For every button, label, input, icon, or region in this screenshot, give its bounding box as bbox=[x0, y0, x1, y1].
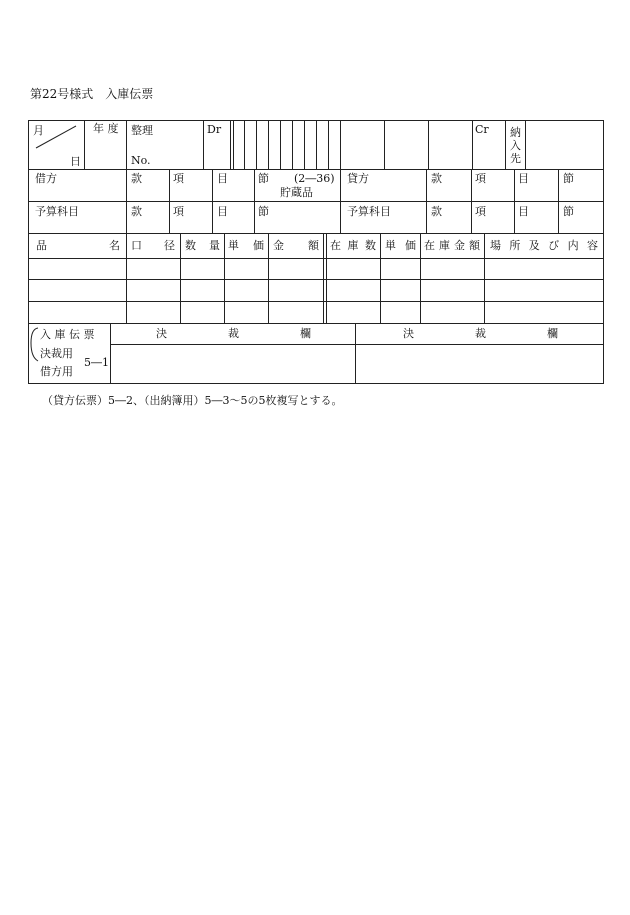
hinmei-2: 名 bbox=[109, 239, 120, 252]
setsu-label: 節 bbox=[258, 172, 269, 185]
basho-header bbox=[490, 240, 598, 251]
v-r1-o bbox=[384, 120, 385, 169]
rule-header bbox=[28, 258, 604, 259]
kessai-right-2: 裁 bbox=[475, 327, 486, 340]
moku4-label: 目 bbox=[518, 205, 529, 218]
basho-6: 容 bbox=[586, 239, 598, 252]
v-r1-r bbox=[505, 120, 506, 169]
code-label: 5―1 bbox=[84, 356, 109, 369]
v-b-b bbox=[355, 323, 356, 384]
kessai-ran-right bbox=[403, 328, 558, 339]
v-t-b bbox=[180, 233, 181, 323]
nounyusaki-2: 入 bbox=[510, 139, 521, 152]
v-r1-g bbox=[256, 120, 257, 169]
moku2-label: 目 bbox=[518, 172, 529, 185]
kessai-right-3: 欄 bbox=[547, 327, 558, 340]
zaiko-kingaku-header bbox=[424, 240, 480, 251]
nendo-label: 年 度 bbox=[93, 122, 119, 135]
v-r1-b bbox=[126, 120, 127, 169]
v-r2-a bbox=[126, 169, 127, 233]
v-b-a bbox=[110, 323, 111, 384]
v-r1-e bbox=[233, 120, 234, 169]
zaiko-kingaku-2: 庫 bbox=[439, 239, 450, 252]
basho-3: 及 bbox=[528, 239, 540, 252]
v-t-f bbox=[326, 233, 327, 323]
tanka2-header bbox=[385, 240, 416, 251]
v-r1-q bbox=[472, 120, 473, 169]
rule-row1 bbox=[28, 169, 604, 170]
v-r1-n bbox=[340, 120, 341, 169]
zaiko-suu-3: 数 bbox=[365, 239, 376, 252]
v-r1-i bbox=[280, 120, 281, 169]
v-r1-k bbox=[304, 120, 305, 169]
v-r1-h bbox=[268, 120, 269, 169]
moku-label: 目 bbox=[217, 172, 228, 185]
v-r1-d bbox=[230, 120, 231, 169]
kan4-label: 款 bbox=[431, 205, 442, 218]
rule-line1 bbox=[28, 279, 604, 280]
koukei-2: 径 bbox=[164, 239, 175, 252]
kessai-right-1: 決 bbox=[403, 327, 414, 340]
nounyusaki-3: 先 bbox=[510, 152, 521, 165]
v-r1-l bbox=[316, 120, 317, 169]
no-label: No. bbox=[131, 154, 151, 167]
footnote: （貸方伝票）5―2、（出納簿用）5―3～5の5枚複写とする。 bbox=[42, 394, 343, 407]
zaiko-suu-1: 在 bbox=[330, 239, 341, 252]
kan-label: 款 bbox=[131, 172, 142, 185]
v-r2-f bbox=[426, 169, 427, 233]
v-r1-f bbox=[244, 120, 245, 169]
kessai-you-label: 決裁用 bbox=[40, 347, 73, 360]
rule-row2 bbox=[28, 201, 604, 202]
kingaku-2: 額 bbox=[308, 239, 319, 252]
kessai-left-3: 欄 bbox=[300, 327, 311, 340]
kessai-left-2: 裁 bbox=[228, 327, 239, 340]
karikata-label: 借方 bbox=[35, 172, 57, 185]
hinmei-1: 品 bbox=[36, 239, 47, 252]
rule-line3 bbox=[28, 323, 604, 324]
v-r1-j bbox=[292, 120, 293, 169]
tanka-2: 価 bbox=[253, 239, 264, 252]
setsu-code: (2―36) bbox=[294, 172, 335, 185]
kingaku-1: 金 bbox=[273, 239, 284, 252]
v-r2-e bbox=[340, 169, 341, 233]
bracket-mark bbox=[28, 325, 40, 367]
setsu4-label: 節 bbox=[563, 205, 574, 218]
kan2-label: 款 bbox=[431, 172, 442, 185]
kou4-label: 項 bbox=[475, 205, 486, 218]
v-t-d bbox=[268, 233, 269, 323]
kou-label: 項 bbox=[173, 172, 184, 185]
v-r1-m bbox=[328, 120, 329, 169]
zaiko-kingaku-3: 金 bbox=[454, 239, 465, 252]
v-r2-d bbox=[254, 169, 255, 233]
v-r2-h bbox=[514, 169, 515, 233]
dr-label: Dr bbox=[207, 123, 222, 136]
kessai-left-1: 決 bbox=[156, 327, 167, 340]
zaiko-suu-header bbox=[330, 240, 376, 251]
kashikata-label: 貸方 bbox=[347, 172, 369, 185]
v-r2-c bbox=[212, 169, 213, 233]
nyuko-denpyo-label: 入 庫 伝 票 bbox=[40, 328, 95, 341]
cr-label: Cr bbox=[475, 123, 489, 136]
v-t-i bbox=[484, 233, 485, 323]
day-label: 日 bbox=[70, 155, 81, 168]
kou3-label: 項 bbox=[173, 205, 184, 218]
kessai-ran-left bbox=[156, 328, 311, 339]
setsu-name: 貯蔵品 bbox=[280, 186, 313, 199]
tanka-header bbox=[228, 240, 264, 251]
v-t-h bbox=[420, 233, 421, 323]
v-r1-s bbox=[525, 120, 526, 169]
setsu3-label: 節 bbox=[258, 205, 269, 218]
yosan2-label: 予算科目 bbox=[347, 205, 391, 218]
month-label: 月 bbox=[33, 124, 44, 137]
basho-4: び bbox=[548, 239, 560, 252]
v-r2-g bbox=[471, 169, 472, 233]
koukei-1: 口 bbox=[131, 239, 142, 252]
v-t-e bbox=[323, 233, 324, 323]
suryo-1: 数 bbox=[185, 239, 196, 252]
basho-1: 場 bbox=[490, 239, 501, 252]
seiri-label: 整理 bbox=[131, 124, 153, 137]
tanka-1: 単 bbox=[228, 239, 239, 252]
karikata-you-label: 借方用 bbox=[40, 365, 73, 378]
hinmei-header bbox=[36, 240, 120, 251]
suryo-2: 量 bbox=[209, 239, 220, 252]
koukei-header bbox=[131, 240, 175, 251]
basho-5: 内 bbox=[567, 239, 579, 252]
zaiko-kingaku-1: 在 bbox=[424, 239, 435, 252]
v-r2-i bbox=[558, 169, 559, 233]
rule-row3 bbox=[28, 233, 604, 234]
yosan-label: 予算科目 bbox=[35, 205, 79, 218]
v-t-a bbox=[126, 233, 127, 323]
zaiko-kingaku-4: 額 bbox=[469, 239, 480, 252]
page-title: 第22号様式 入庫伝票 bbox=[30, 87, 154, 101]
kou2-label: 項 bbox=[475, 172, 486, 185]
kan3-label: 款 bbox=[131, 205, 142, 218]
v-t-g bbox=[380, 233, 381, 323]
zaiko-suu-2: 庫 bbox=[347, 239, 359, 252]
voucher-form bbox=[28, 120, 604, 384]
setsu2-label: 節 bbox=[563, 172, 574, 185]
suryo-header bbox=[185, 240, 220, 251]
basho-2: 所 bbox=[509, 239, 521, 252]
v-r2-b bbox=[169, 169, 170, 233]
v-r1-c bbox=[203, 120, 204, 169]
tanka2-1: 単 bbox=[385, 239, 396, 252]
v-t-c bbox=[224, 233, 225, 323]
rule-kessai bbox=[110, 344, 604, 345]
nounyusaki-1: 納 bbox=[510, 126, 521, 139]
tanka2-2: 価 bbox=[405, 239, 416, 252]
moku3-label: 目 bbox=[217, 205, 228, 218]
kingaku-header bbox=[273, 240, 319, 251]
rule-line2 bbox=[28, 301, 604, 302]
v-r1-p bbox=[428, 120, 429, 169]
